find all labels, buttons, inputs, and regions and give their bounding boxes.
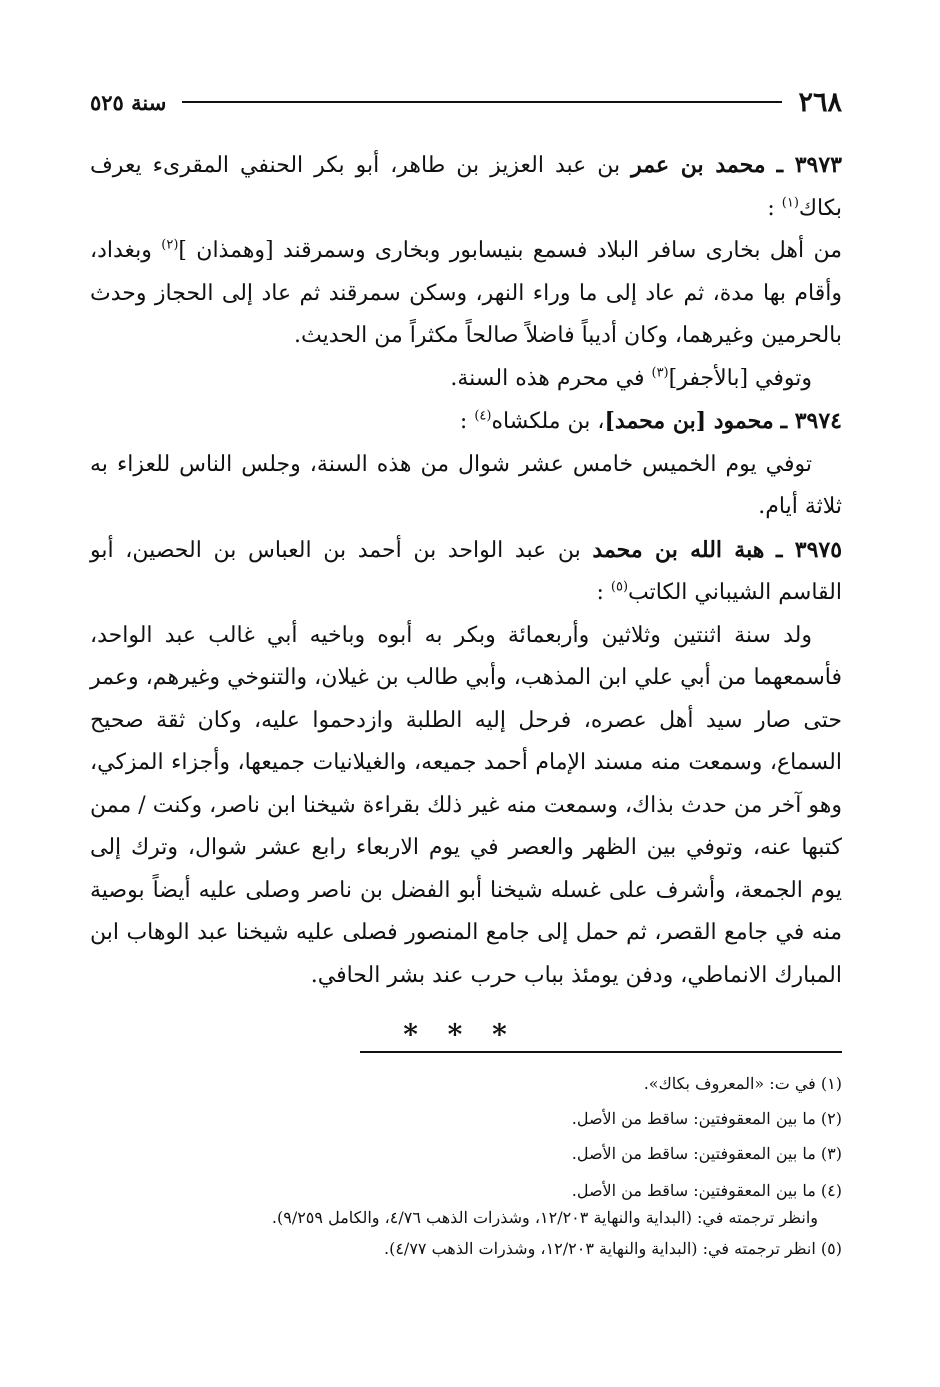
entry-paragraph — [90, 444, 842, 529]
main-text — [90, 144, 842, 997]
footnotes — [90, 1066, 842, 1266]
paragraph-text: من أهل بخارى سافر البلاد فسمع بنيسابور وبخارى وسمرقند [وهمذان ] — [178, 238, 842, 263]
paragraph-text: توفي يوم الخميس خامس عشر شوال من هذه السنة، وجلس الناس للعزاء به ثلاثة أيام. — [90, 451, 842, 519]
footnote-ref: (٤) — [474, 408, 492, 424]
footnote-rule — [360, 1051, 842, 1053]
running-title: سنة ٥٢٥ — [90, 89, 167, 115]
entry-paragraph — [90, 358, 842, 401]
footnote: (٤) ما بين المعقوفتين: ساقط من الأصل. — [571, 1181, 842, 1200]
entry-number: ٣٩٧٤ ـ — [780, 408, 842, 434]
footnote: (١) في ت: «المعروف بكاك». — [643, 1074, 842, 1093]
entry-name: محمود [بن محمد] — [604, 408, 774, 434]
running-header — [90, 84, 842, 120]
entry-intro-end: : — [596, 580, 604, 605]
footnote-continuation: وانظر ترجمته في: (البداية والنهاية ١٢/٢٠٣، وشذرات الذهب ٤/٧٦، والكامل ٩/٢٥٩). — [271, 1208, 818, 1227]
paragraph-text-continued: في محرم هذه السنة. — [450, 365, 652, 391]
entry-heading — [90, 144, 842, 230]
paragraph-text-continued: وبغداد، وأقام بها مدة، ثم عاد إلى ما وراء النهر، وسكن سمرقند ثم عاد إلى الحجاز وحدث بالحرمين وغيرهما، وكان أديباً فاضلاً صالحاً مكثراً من الحديث. — [90, 238, 842, 348]
entry-heading — [90, 529, 842, 615]
paragraph-text: ولد سنة اثنتين وثلاثين وأربعمائة وبكر به أبوه وباخيه أبي غالب عبد الواحد، فأسمعهما من أبي علي ابن المذهب، وأبي طالب بن غيلان، والتنوخي وغيرهم، وعمر حتى صار سيد أهل عصره، فرحل إليه الطلبة وازدحموا عليه، وكان ثقة صحيح السماع، وسمعت منه مسند الإمام أحمد جميعه، والغيلانيات جميعها، وأجزاء المزكي، وهو آخر من حدث بذاك، وسمعت منه غير ذلك بقراءة شيخنا ابن ناصر، وكنت / ممن كتبها عنه، وتوفي بين الظهر والعصر في يوم الاربعاء رابع عشر شوال، وترك إلى يوم الجمعة، وأشرف على غسله شيخنا أبو الفضل بن ناصر وصلى عليه أيضاً بوصية منه في جامع القصر، ثم حمل إلى جامع المنصور فصلى عليه شيخنا عبد الوهاب ابن المبارك الانماطي، ودفن يومئذ بباب حرب عند بشر الحافي. — [90, 622, 842, 988]
entry-name: محمد بن عمر — [631, 152, 766, 178]
footnote: (٥) انظر ترجمته في: (البداية والنهاية ١٢/٢٠٣، وشذرات الذهب ٤/٧٧). — [384, 1239, 842, 1258]
paragraph-text: وتوفي [بالأجفر] — [668, 365, 812, 391]
footnote-ref: (١) — [781, 195, 799, 211]
section-separator: * * * — [403, 1018, 517, 1051]
footnote: (٢) ما بين المعقوفتين: ساقط من الأصل. — [571, 1109, 842, 1128]
page-number: ٢٦٨ — [798, 86, 842, 118]
entry-intro: بن عبد العزيز بن طاهر، أبو بكر الحنفي المقرىء يعرف بكاك — [90, 153, 842, 221]
footnote-ref: (٢) — [161, 237, 179, 253]
entry-heading — [90, 400, 842, 444]
footnote-ref: (٣) — [651, 365, 669, 381]
entry-intro: ، بن ملكشاه — [491, 409, 605, 434]
entry-paragraph — [90, 615, 842, 998]
header-rule — [182, 101, 782, 103]
entry-paragraph — [90, 230, 842, 358]
entry-number: ٣٩٧٥ ـ — [776, 536, 843, 563]
footnote: (٣) ما بين المعقوفتين: ساقط من الأصل. — [571, 1144, 842, 1163]
entry-intro: بن عبد الواحد بن أحمد بن العباس بن الحصين، أبو القاسم الشيباني الكاتب — [90, 537, 842, 605]
footnote-ref: (٥) — [610, 579, 629, 595]
entry-number: ٣٩٧٣ ـ — [776, 152, 842, 178]
entry-name: هبة الله بن محمد — [592, 536, 765, 563]
entry-intro-end: : — [459, 409, 468, 434]
entry-intro-end: : — [767, 195, 775, 221]
